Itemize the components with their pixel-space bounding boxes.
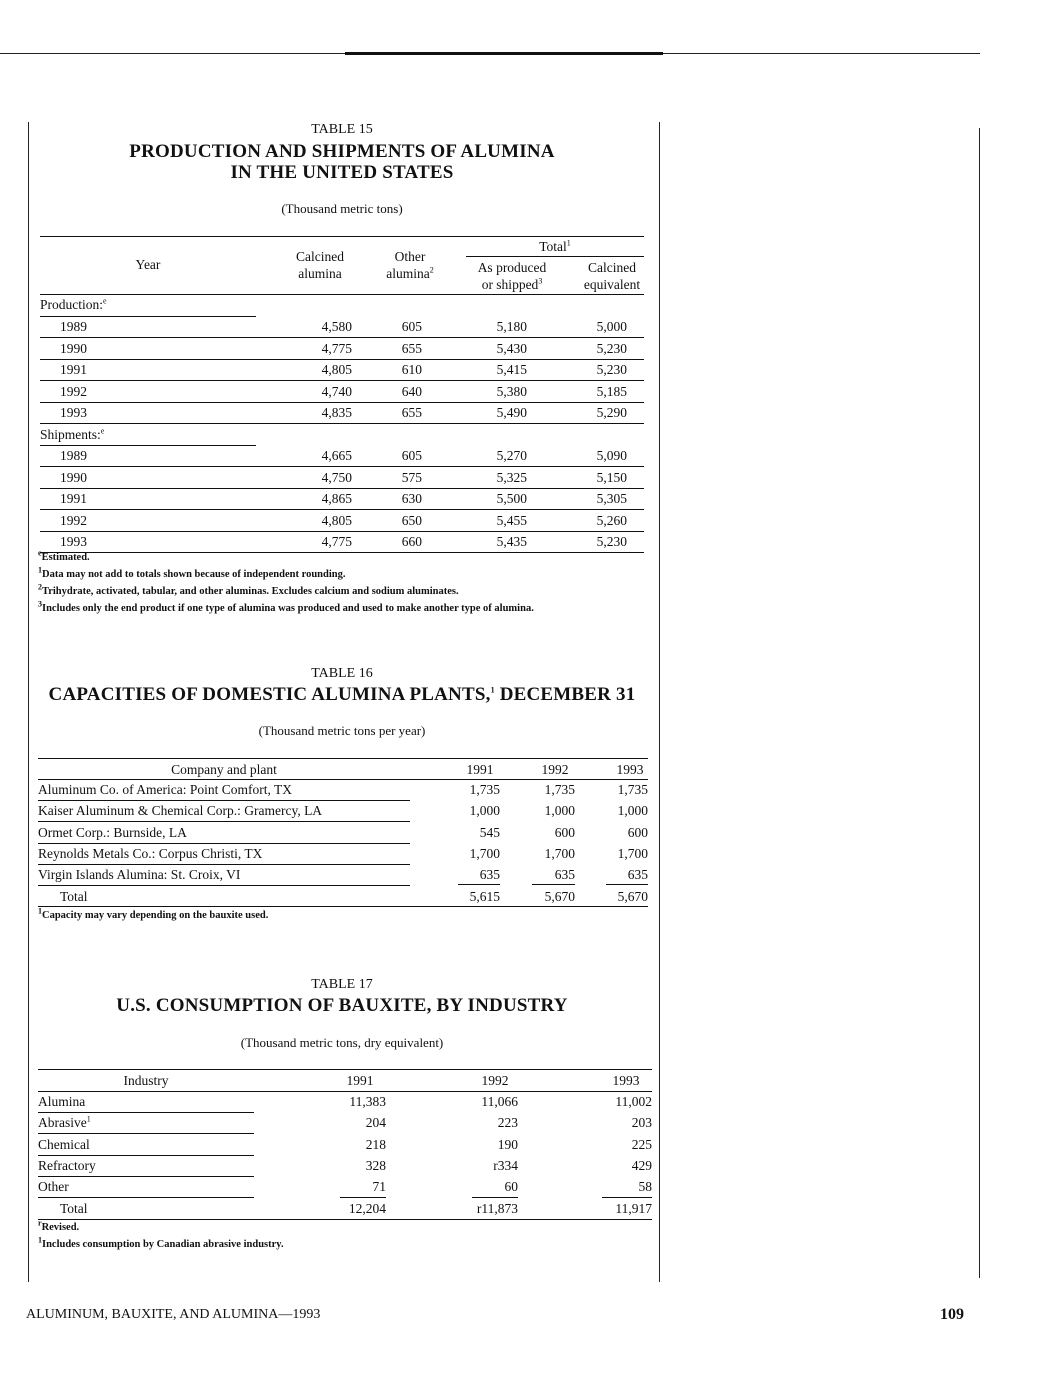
table-16-header-company: Company and plant <box>171 762 277 777</box>
shipments-row-2-year: 1991 <box>60 491 87 506</box>
table-17-row-rule <box>38 1133 254 1134</box>
shipments-row-2-as-produced: 5,500 <box>496 491 527 506</box>
shipments-row-0-other: 605 <box>401 448 422 463</box>
table-16-sum-rule-1993 <box>606 884 648 885</box>
table-17-sum-rule-1993 <box>602 1197 652 1198</box>
header-calcined-1: Calcined <box>296 249 344 264</box>
production-row-3-calcined-equivalent: 5,185 <box>596 383 627 399</box>
production-row-1-calcined: 4,775 <box>321 340 352 356</box>
shipments-row-0-year: 1989 <box>60 448 87 463</box>
footnote-mark: 1 <box>38 1235 42 1245</box>
shipments-row-0-calcined: 4,665 <box>321 448 352 463</box>
table-16-row-rule <box>38 864 410 865</box>
page-number: 109 <box>940 1306 964 1323</box>
table-17-value-1993: 203 <box>631 1115 652 1131</box>
production-row-1-as-produced: 5,430 <box>496 340 527 356</box>
table-17-industry <box>38 1115 91 1131</box>
table-16-header-top-rule <box>38 758 648 759</box>
industry-label: Alumina <box>38 1094 86 1109</box>
footnote-text: Data may not add to totals shown because of independent rounding. <box>42 569 346 580</box>
table-17-header-top-rule <box>38 1069 652 1070</box>
table-16-row-rule <box>38 843 410 844</box>
shipments-row-1-as-produced: 5,325 <box>496 469 527 485</box>
footnote-text: Capacity may vary depending on the bauxite used. <box>42 910 269 921</box>
table-17-header-1991: 1991 <box>346 1073 374 1088</box>
production-row-rule <box>40 337 644 338</box>
production-row-0-calcined: 4,580 <box>321 319 352 334</box>
footnote-mark: 2 <box>38 582 42 592</box>
table-16-total-1993: 5,670 <box>617 889 648 904</box>
table-16-value-1991: 1,700 <box>469 845 500 861</box>
table-17-industry <box>38 1094 85 1110</box>
table-17-row-rule <box>38 1176 254 1177</box>
shipments-row-rule <box>40 531 644 532</box>
table-17-value-1991: 218 <box>365 1136 386 1152</box>
footnote-mark: 1 <box>38 906 42 916</box>
table-17-value-1991: 328 <box>365 1157 386 1173</box>
table-17-total-1993: 11,917 <box>615 1201 652 1216</box>
shipments-row-2-calcined: 4,865 <box>321 491 352 506</box>
table17-footnote <box>38 1235 284 1250</box>
table-16-value-1991: 545 <box>479 824 500 840</box>
table15-footnote <box>38 582 459 597</box>
shipments-row-2-calcined-equivalent: 5,305 <box>596 491 627 506</box>
table-16-header-1993: 1993 <box>616 762 644 777</box>
table-17-industry <box>38 1137 90 1153</box>
table-16-company: Kaiser Aluminum & Chemical Corp.: Gramercy, LA <box>38 803 323 819</box>
footnote-text: Trihydrate, activated, tabular, and other aluminas. Excludes calcium and sodium aluminates. <box>42 586 459 597</box>
table-16-number: TABLE 16 <box>311 666 373 681</box>
footnote-text: Includes only the end product if one type of alumina was produced and used to make another type of alumina. <box>42 603 534 614</box>
table-17-value-1991: 204 <box>365 1115 386 1131</box>
header-year: Year <box>135 257 161 272</box>
shipments-row-1-other: 575 <box>401 469 422 485</box>
table-15-title-line2: IN THE UNITED STATES <box>230 162 454 183</box>
table-16-bottom-rule <box>38 906 648 907</box>
production-row-0-other: 605 <box>401 319 422 334</box>
table-16-sum-rule-1991 <box>458 884 500 885</box>
footnote-text: Includes consumption by Canadian abrasive industry. <box>42 1239 284 1250</box>
shipments-row-4-as-produced: 5,435 <box>496 534 527 549</box>
header-other-2: alumina$^2$ <box>386 265 434 281</box>
table-17-number: TABLE 17 <box>311 977 373 992</box>
table15-footnote <box>38 599 534 614</box>
production-row-3-calcined: 4,740 <box>321 383 352 399</box>
industry-label: Abrasive <box>38 1115 87 1131</box>
shipments-row-rule <box>40 552 644 553</box>
production-row-2-other: 610 <box>401 362 422 377</box>
table-17-header-1993: 1993 <box>612 1073 640 1088</box>
shipments-row-3-calcined: 4,805 <box>321 512 352 528</box>
table-17-row-rule <box>38 1112 254 1113</box>
footnote-mark: e <box>38 548 42 558</box>
production-row-0-year: 1989 <box>60 319 87 334</box>
shipments-row-4-calcined-equivalent: 5,230 <box>596 534 627 549</box>
table-16-value-1993: 1,700 <box>617 845 648 861</box>
header-calcined-2: alumina <box>298 266 342 281</box>
table-16-row-rule <box>38 885 410 886</box>
table-17-row-rule <box>38 1155 254 1156</box>
table-16-value-1991: 635 <box>479 867 500 883</box>
shipments-row-4-other: 660 <box>401 534 422 549</box>
table-17-value-1992: 11,066 <box>481 1094 518 1109</box>
table-16-value-1993: 600 <box>627 824 648 840</box>
table-16-value-1993: 1,000 <box>617 803 648 819</box>
table-16-row-rule <box>38 800 410 801</box>
table-16-company: Virgin Islands Alumina: St. Croix, VI <box>38 867 241 883</box>
production-row-2-calcined-equivalent: 5,230 <box>596 362 627 377</box>
shipments-row-3-other: 650 <box>401 512 422 528</box>
table-16-total-1991: 5,615 <box>469 889 500 904</box>
table17-footnote <box>38 1218 80 1233</box>
top-rule-accent <box>345 52 663 55</box>
table-16-value-1992: 635 <box>554 867 575 883</box>
header-asprod-1: As produced <box>477 260 547 275</box>
table-17-industry <box>38 1179 69 1195</box>
table-16-row-rule <box>38 821 410 822</box>
left-margin-rule <box>28 122 29 1282</box>
production-row-1-calcined-equivalent: 5,230 <box>596 340 627 356</box>
production-row-3-year: 1992 <box>60 383 87 399</box>
table-17-title: U.S. CONSUMPTION OF BAUXITE, BY INDUSTRY <box>116 995 568 1016</box>
table-17-value-1993: 225 <box>631 1136 652 1152</box>
table-16-value-1992: 1,735 <box>544 782 575 797</box>
table-16-value-1991: 1,000 <box>469 803 500 819</box>
table-16-value-1993: 1,735 <box>617 782 648 797</box>
table-17-value-1993: 11,002 <box>615 1094 652 1109</box>
industry-label: Other <box>38 1179 69 1195</box>
footnote-text: Revised. <box>41 1222 80 1233</box>
table-17-industry <box>38 1158 96 1174</box>
shipments-row-3-as-produced: 5,455 <box>496 512 527 528</box>
table-16-title: CAPACITIES OF DOMESTIC ALUMINA PLANTS,$^1$ DECEMBER 31 <box>48 684 636 705</box>
shipments-row-rule <box>40 466 644 467</box>
table15-footnote <box>38 565 346 580</box>
production-row-rule <box>40 402 644 403</box>
table-17-value-1991: 11,383 <box>349 1094 386 1109</box>
production-row-rule <box>40 423 644 424</box>
shipments-row-1-calcined: 4,750 <box>321 469 352 485</box>
production-row-4-calcined: 4,835 <box>321 405 352 420</box>
table-16-sum-rule-1992 <box>532 884 575 885</box>
header-total-rule <box>466 256 644 257</box>
production-label: Production:$^e$ <box>40 296 107 312</box>
table-16-header-1991: 1991 <box>466 762 494 777</box>
table-17-total-1992: r11,873 <box>476 1201 518 1216</box>
table-17-value-1991: 71 <box>372 1179 386 1195</box>
production-row-4-other: 655 <box>401 405 422 420</box>
shipments-label: Shipments:$^e$ <box>40 426 105 442</box>
shipments-row-3-calcined-equivalent: 5,260 <box>596 512 627 528</box>
table16-footnote <box>38 906 269 921</box>
table-17-header-industry: Industry <box>123 1073 169 1088</box>
table-16-value-1992: 600 <box>554 824 575 840</box>
table-16-value-1991: 1,735 <box>469 782 500 797</box>
production-label-rule <box>40 316 256 317</box>
table-17-value-1993: 58 <box>638 1179 652 1195</box>
industry-label: Chemical <box>38 1136 90 1152</box>
production-row-0-calcined-equivalent: 5,000 <box>596 319 627 334</box>
table-17-total-label: Total <box>60 1201 88 1216</box>
table-17-value-1992: 60 <box>504 1179 518 1195</box>
header-calceq-2: equivalent <box>583 277 641 292</box>
shipments-row-4-year: 1993 <box>60 534 87 549</box>
shipments-row-1-calcined-equivalent: 5,150 <box>596 469 627 485</box>
table-17-row-rule <box>38 1197 254 1198</box>
header-other-1: Other <box>394 249 426 264</box>
table-17-value-1992: 190 <box>497 1136 518 1152</box>
production-row-1-year: 1990 <box>60 340 87 356</box>
table-17-units: (Thousand metric tons, dry equivalent) <box>240 1035 444 1050</box>
production-row-rule <box>40 359 644 360</box>
shipments-row-1-year: 1990 <box>60 469 87 485</box>
table-16-header-1992: 1992 <box>541 762 569 777</box>
table-17-header-1992: 1992 <box>481 1073 509 1088</box>
table15-footnote <box>38 548 90 563</box>
shipments-row-rule <box>40 509 644 510</box>
table-15-units: (Thousand metric tons) <box>281 201 403 216</box>
table-16-value-1992: 1,000 <box>544 803 575 819</box>
header-asprod-2: or shipped$^3$ <box>481 276 543 292</box>
production-row-4-calcined-equivalent: 5,290 <box>596 405 627 420</box>
table-17-sum-rule-1992 <box>472 1197 518 1198</box>
production-row-2-calcined: 4,805 <box>321 362 352 377</box>
header-total: Total$^1$ <box>539 238 571 254</box>
production-row-2-year: 1991 <box>60 362 87 377</box>
shipments-row-3-year: 1992 <box>60 512 87 528</box>
shipments-row-2-other: 630 <box>401 491 422 506</box>
production-row-3-other: 640 <box>401 383 422 399</box>
table-17-sum-rule-1991 <box>340 1197 386 1198</box>
production-row-4-as-produced: 5,490 <box>496 405 527 420</box>
production-row-rule <box>40 380 644 381</box>
industry-label: Refractory <box>38 1157 96 1173</box>
production-row-0-as-produced: 5,180 <box>496 319 527 334</box>
table-15-header-bottom-rule <box>40 294 644 295</box>
shipments-row-4-calcined: 4,775 <box>321 534 352 549</box>
table-17-bottom-rule <box>38 1219 652 1220</box>
table-16-total-label: Total <box>60 889 88 904</box>
table-16-units: (Thousand metric tons per year) <box>258 723 426 738</box>
shipments-row-0-as-produced: 5,270 <box>496 448 527 463</box>
table-16-company: Reynolds Metals Co.: Corpus Christi, TX <box>38 845 263 861</box>
production-row-3-as-produced: 5,380 <box>496 383 527 399</box>
table-17-value-1992: r334 <box>493 1157 518 1173</box>
table-15-header-top-rule <box>40 236 644 237</box>
table-16-company: Ormet Corp.: Burnside, LA <box>38 824 187 840</box>
shipments-row-rule <box>40 488 644 489</box>
table-17-header-bottom-rule <box>38 1091 652 1092</box>
footnote-text: Estimated. <box>41 552 90 563</box>
production-row-4-year: 1993 <box>60 405 87 420</box>
footnote-mark: r <box>38 1218 42 1228</box>
industry-footnote-mark: 1 <box>86 1114 91 1124</box>
table-16-total-1992: 5,670 <box>544 889 575 904</box>
table-16-header-bottom-rule <box>38 779 648 780</box>
header-calceq-1: Calcined <box>588 260 636 275</box>
running-title: ALUMINUM, BAUXITE, AND ALUMINA—1993 <box>26 1307 321 1322</box>
column-divider-rule <box>659 122 660 1282</box>
table-16-value-1993: 635 <box>627 867 648 883</box>
production-row-1-other: 655 <box>401 340 422 356</box>
table-17-total-1991: 12,204 <box>348 1201 386 1216</box>
table-15-title-line1: PRODUCTION AND SHIPMENTS OF ALUMINA <box>129 141 555 162</box>
table-16-value-1992: 1,700 <box>544 845 575 861</box>
table-15-number: TABLE 15 <box>311 122 373 137</box>
table-17-value-1993: 429 <box>631 1157 652 1173</box>
shipments-label-rule <box>40 445 256 446</box>
footnote-mark: 3 <box>38 599 42 609</box>
production-row-2-as-produced: 5,415 <box>496 362 527 377</box>
footnote-mark: 1 <box>38 565 42 575</box>
table-16-company: Aluminum Co. of America: Point Comfort, TX <box>38 782 292 797</box>
shipments-row-0-calcined-equivalent: 5,090 <box>596 448 627 463</box>
table-17-value-1992: 223 <box>497 1115 518 1131</box>
right-margin-rule <box>979 128 980 1278</box>
